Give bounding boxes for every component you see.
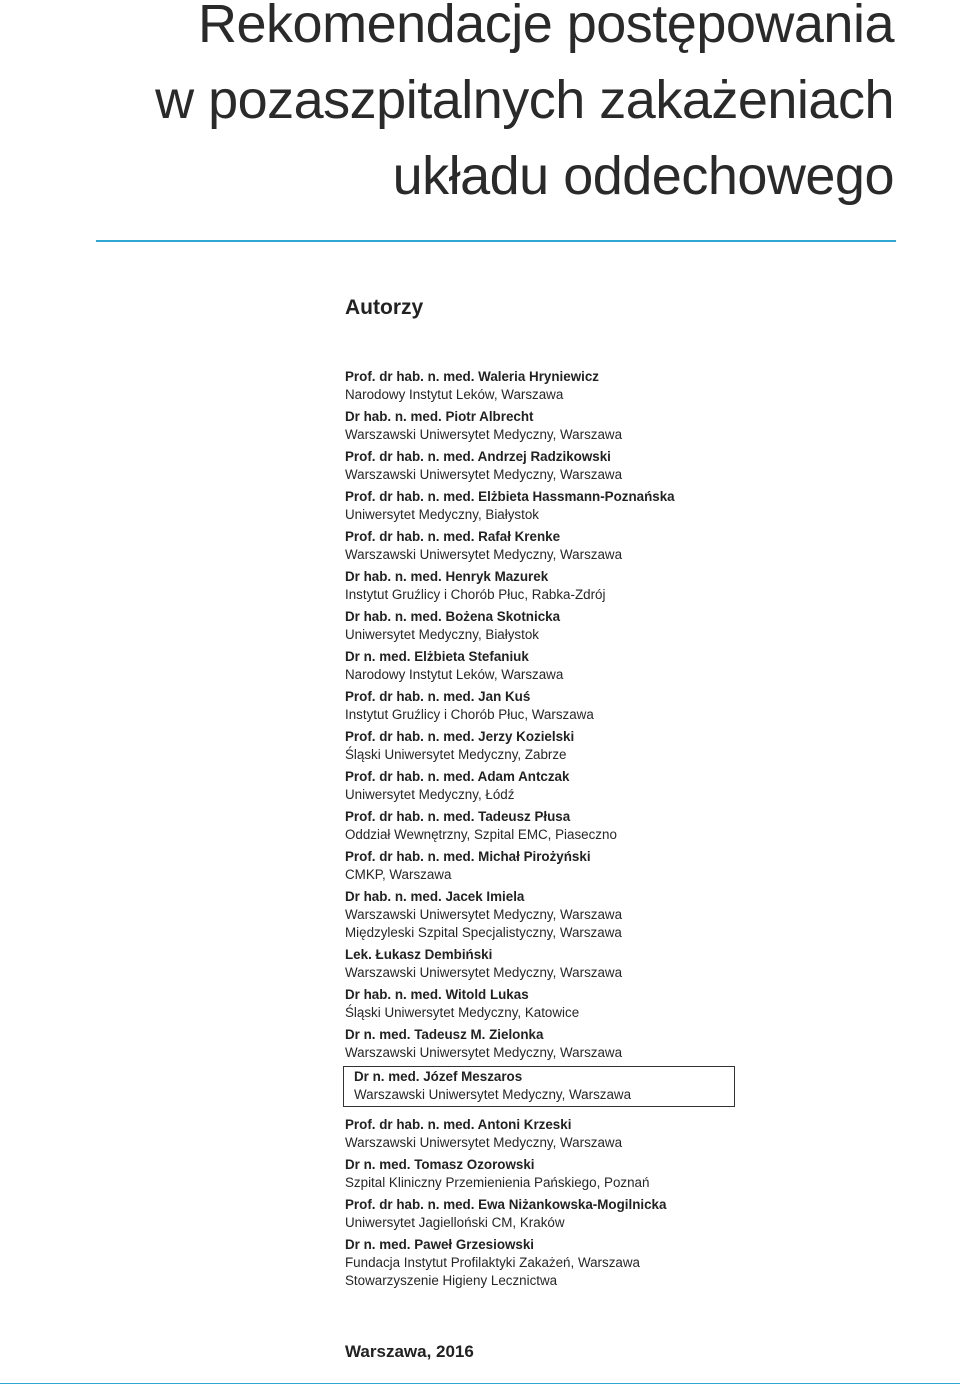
author-affiliation: Warszawski Uniwersytet Medyczny, Warszawa	[345, 1045, 623, 1060]
author-name: Prof. dr hab. n. med. Jan Kuś	[345, 689, 531, 704]
author-affiliation: Stowarzyszenie Higieny Lecznictwa	[345, 1273, 558, 1288]
author-affiliation: Warszawski Uniwersytet Medyczny, Warszawa	[345, 427, 623, 442]
author-entry	[345, 848, 905, 884]
title-line-3: układu oddechowego	[392, 146, 894, 206]
author-affiliation: Warszawski Uniwersytet Medyczny, Warszawa	[345, 965, 623, 980]
author-entry	[345, 688, 905, 724]
author-entry	[345, 368, 905, 404]
authors-list	[345, 368, 905, 1294]
author-name: Prof. dr hab. n. med. Jerzy Kozielski	[345, 729, 575, 744]
author-name: Prof. dr hab. n. med. Antoni Krzeski	[345, 1117, 572, 1132]
title-line-1: Rekomendacje postępowania	[198, 0, 894, 54]
author-entry	[345, 1236, 905, 1290]
author-affiliation: Śląski Uniwersytet Medyczny, Katowice	[345, 1005, 580, 1020]
author-entry	[345, 808, 905, 844]
author-entry	[345, 986, 905, 1022]
author-entry	[345, 448, 905, 484]
author-name: Prof. dr hab. n. med. Andrzej Radzikowski	[345, 449, 611, 464]
author-name: Prof. dr hab. n. med. Adam Antczak	[345, 769, 570, 784]
author-name: Prof. dr hab. n. med. Ewa Niżankowska-Mogilnicka	[345, 1197, 667, 1212]
author-affiliation: Warszawski Uniwersytet Medyczny, Warszawa	[345, 907, 623, 922]
document-title	[155, 0, 894, 214]
author-name: Prof. dr hab. n. med. Elżbieta Hassmann-Poznańska	[345, 489, 675, 504]
author-affiliation: Narodowy Instytut Leków, Warszawa	[345, 667, 564, 682]
title-line-2: w pozaszpitalnych zakażeniach	[155, 70, 894, 130]
author-name: Prof. dr hab. n. med. Rafał Krenke	[345, 529, 561, 544]
author-affiliation: Warszawski Uniwersytet Medyczny, Warszawa	[345, 467, 623, 482]
author-affiliation: Warszawski Uniwersytet Medyczny, Warszawa	[345, 547, 623, 562]
author-affiliation: Oddział Wewnętrzny, Szpital EMC, Piaseczno	[345, 827, 617, 842]
author-name: Dr hab. n. med. Henryk Mazurek	[345, 569, 549, 584]
author-affiliation: Uniwersytet Medyczny, Łódź	[345, 787, 515, 802]
author-entry	[345, 888, 905, 942]
author-entry	[345, 608, 905, 644]
author-affiliation: Uniwersytet Medyczny, Białystok	[345, 507, 539, 522]
author-affiliation: Warszawski Uniwersytet Medyczny, Warszawa	[345, 1135, 623, 1150]
author-name: Dr hab. n. med. Witold Lukas	[345, 987, 529, 1002]
author-affiliation: Instytut Gruźlicy i Chorób Płuc, Warszawa	[345, 707, 594, 722]
author-name: Dr hab. n. med. Piotr Albrecht	[345, 409, 534, 424]
author-entry	[345, 1116, 905, 1152]
title-divider	[96, 240, 896, 242]
author-name: Dr n. med. Paweł Grzesiowski	[345, 1237, 535, 1252]
author-entry	[345, 1026, 905, 1062]
author-name: Dr n. med. Tadeusz M. Zielonka	[345, 1027, 544, 1042]
author-name: Dr hab. n. med. Bożena Skotnicka	[345, 609, 561, 624]
author-affiliation: Narodowy Instytut Leków, Warszawa	[345, 387, 564, 402]
author-entry	[345, 728, 905, 764]
author-name: Prof. dr hab. n. med. Tadeusz Płusa	[345, 809, 571, 824]
author-entry-highlighted	[343, 1066, 735, 1107]
author-affiliation: Fundacja Instytut Profilaktyki Zakażeń, Warszawa	[345, 1255, 640, 1270]
author-name: Prof. dr hab. n. med. Waleria Hryniewicz	[345, 369, 599, 384]
author-entry	[345, 768, 905, 804]
bottom-divider	[0, 1383, 960, 1384]
author-name: Lek. Łukasz Dembiński	[345, 947, 493, 962]
author-name: Dr hab. n. med. Jacek Imiela	[345, 889, 525, 904]
author-entry	[345, 528, 905, 564]
author-affiliation: Śląski Uniwersytet Medyczny, Zabrze	[345, 747, 567, 762]
author-entry	[345, 1156, 905, 1192]
author-name: Dr n. med. Tomasz Ozorowski	[345, 1157, 535, 1172]
author-affiliation: Uniwersytet Medyczny, Białystok	[345, 627, 539, 642]
author-entry	[345, 1196, 905, 1232]
authors-heading: Autorzy	[345, 296, 424, 319]
author-entry	[345, 568, 905, 604]
author-name: Prof. dr hab. n. med. Michał Pirożyński	[345, 849, 591, 864]
author-entry	[345, 648, 905, 684]
author-affiliation: Międzyleski Szpital Specjalistyczny, Warszawa	[345, 925, 622, 940]
author-entry	[345, 408, 905, 444]
author-affiliation: Szpital Kliniczny Przemienienia Pańskiego, Poznań	[345, 1175, 650, 1190]
author-affiliation: Warszawski Uniwersytet Medyczny, Warszawa	[354, 1087, 632, 1102]
author-entry	[345, 946, 905, 982]
author-name: Dr n. med. Elżbieta Stefaniuk	[345, 649, 529, 664]
place-and-year: Warszawa, 2016	[345, 1342, 474, 1361]
author-affiliation: Instytut Gruźlicy i Chorób Płuc, Rabka-Zdrój	[345, 587, 606, 602]
author-affiliation: Uniwersytet Jagielloński CM, Kraków	[345, 1215, 565, 1230]
author-entry	[345, 488, 905, 524]
author-affiliation: CMKP, Warszawa	[345, 867, 452, 882]
author-name: Dr n. med. Józef Meszaros	[354, 1069, 523, 1084]
